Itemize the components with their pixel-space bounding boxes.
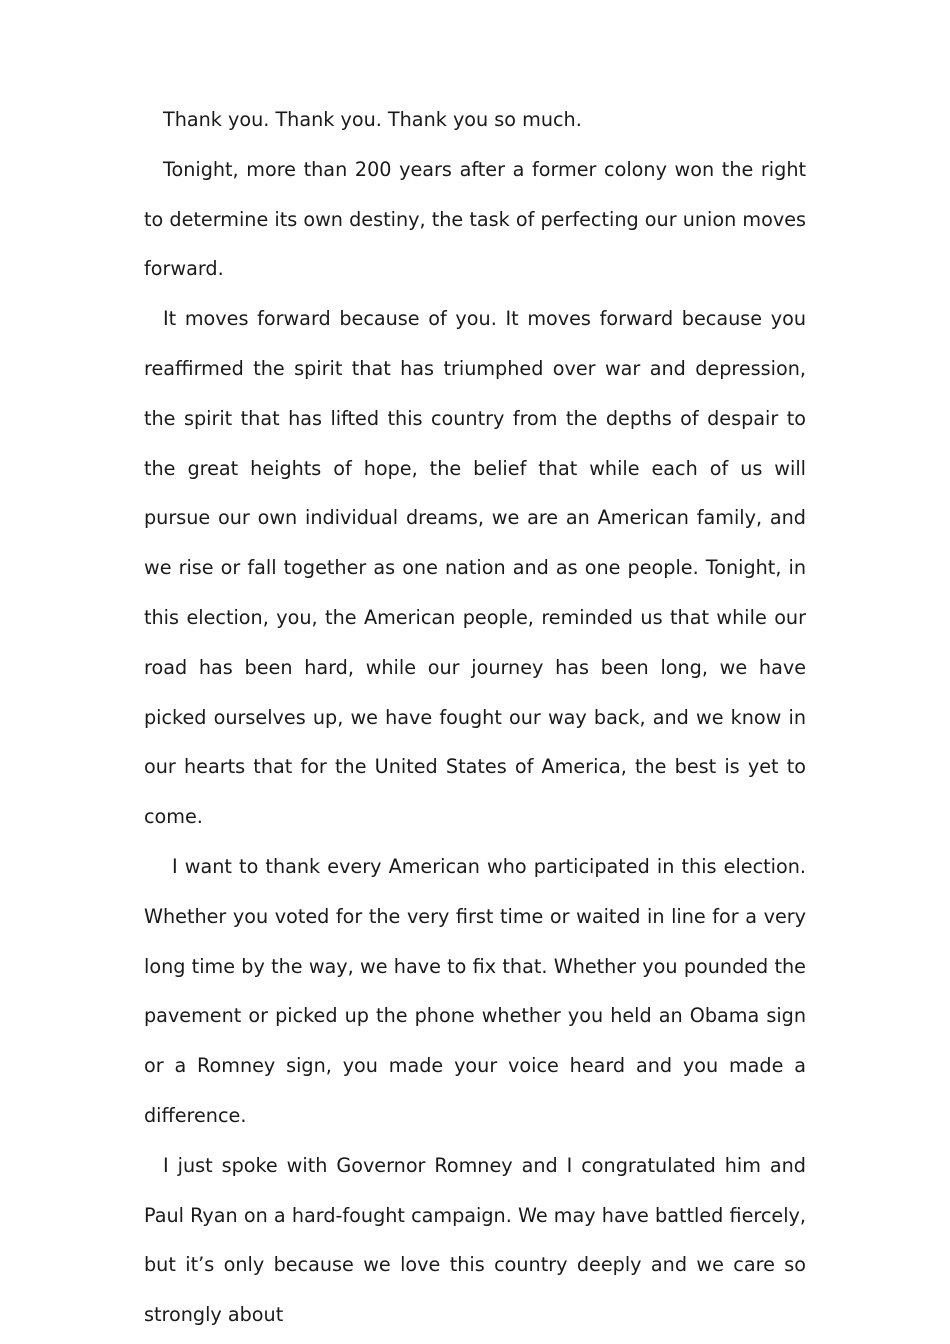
paragraph-thank-you: Thank you. Thank you. Thank you so much.	[163, 108, 582, 131]
paragraph-moves-forward: It moves forward because of you. It moves forward because you reaffirmed the spirit that has triumphed over war and depression, the spirit that has lifted this country from the depths of despair to the great heights of hope, the belief that while each of us will pursue our own individual dreams, we are an American family, and we rise or fall together as one nation and as one people. Tonight, in this election, you, the American people, reminded us that while our road has been hard, while our journey has been long, we have picked ourselves up, we have fought our way back, and we know in our hearts that for the United States of America, the best is yet to come.	[144, 307, 806, 829]
paragraph-governor-romney: I just spoke with Governor Romney and I congratulated him and Paul Ryan on a hard-fought campaign. We may have battled fiercely, but it’s only because we love this country deeply and we care so strongly about	[144, 1153, 806, 1327]
paragraph-tonight: Tonight, more than 200 years after a former colony won the right to determine its own destiny, the task of perfecting our union moves forward.	[144, 157, 806, 281]
paragraph-thank-every-american: I want to thank every American who participated in this election. Whether you voted for the very first time or waited in line for a very long time by the way, we have to fix that. Whether you pounded the pavement or picked up the phone whether you held an Obama sign or a Romney sign, you made your voice heard and you made a difference.	[144, 854, 806, 1127]
document-body	[144, 95, 806, 1340]
